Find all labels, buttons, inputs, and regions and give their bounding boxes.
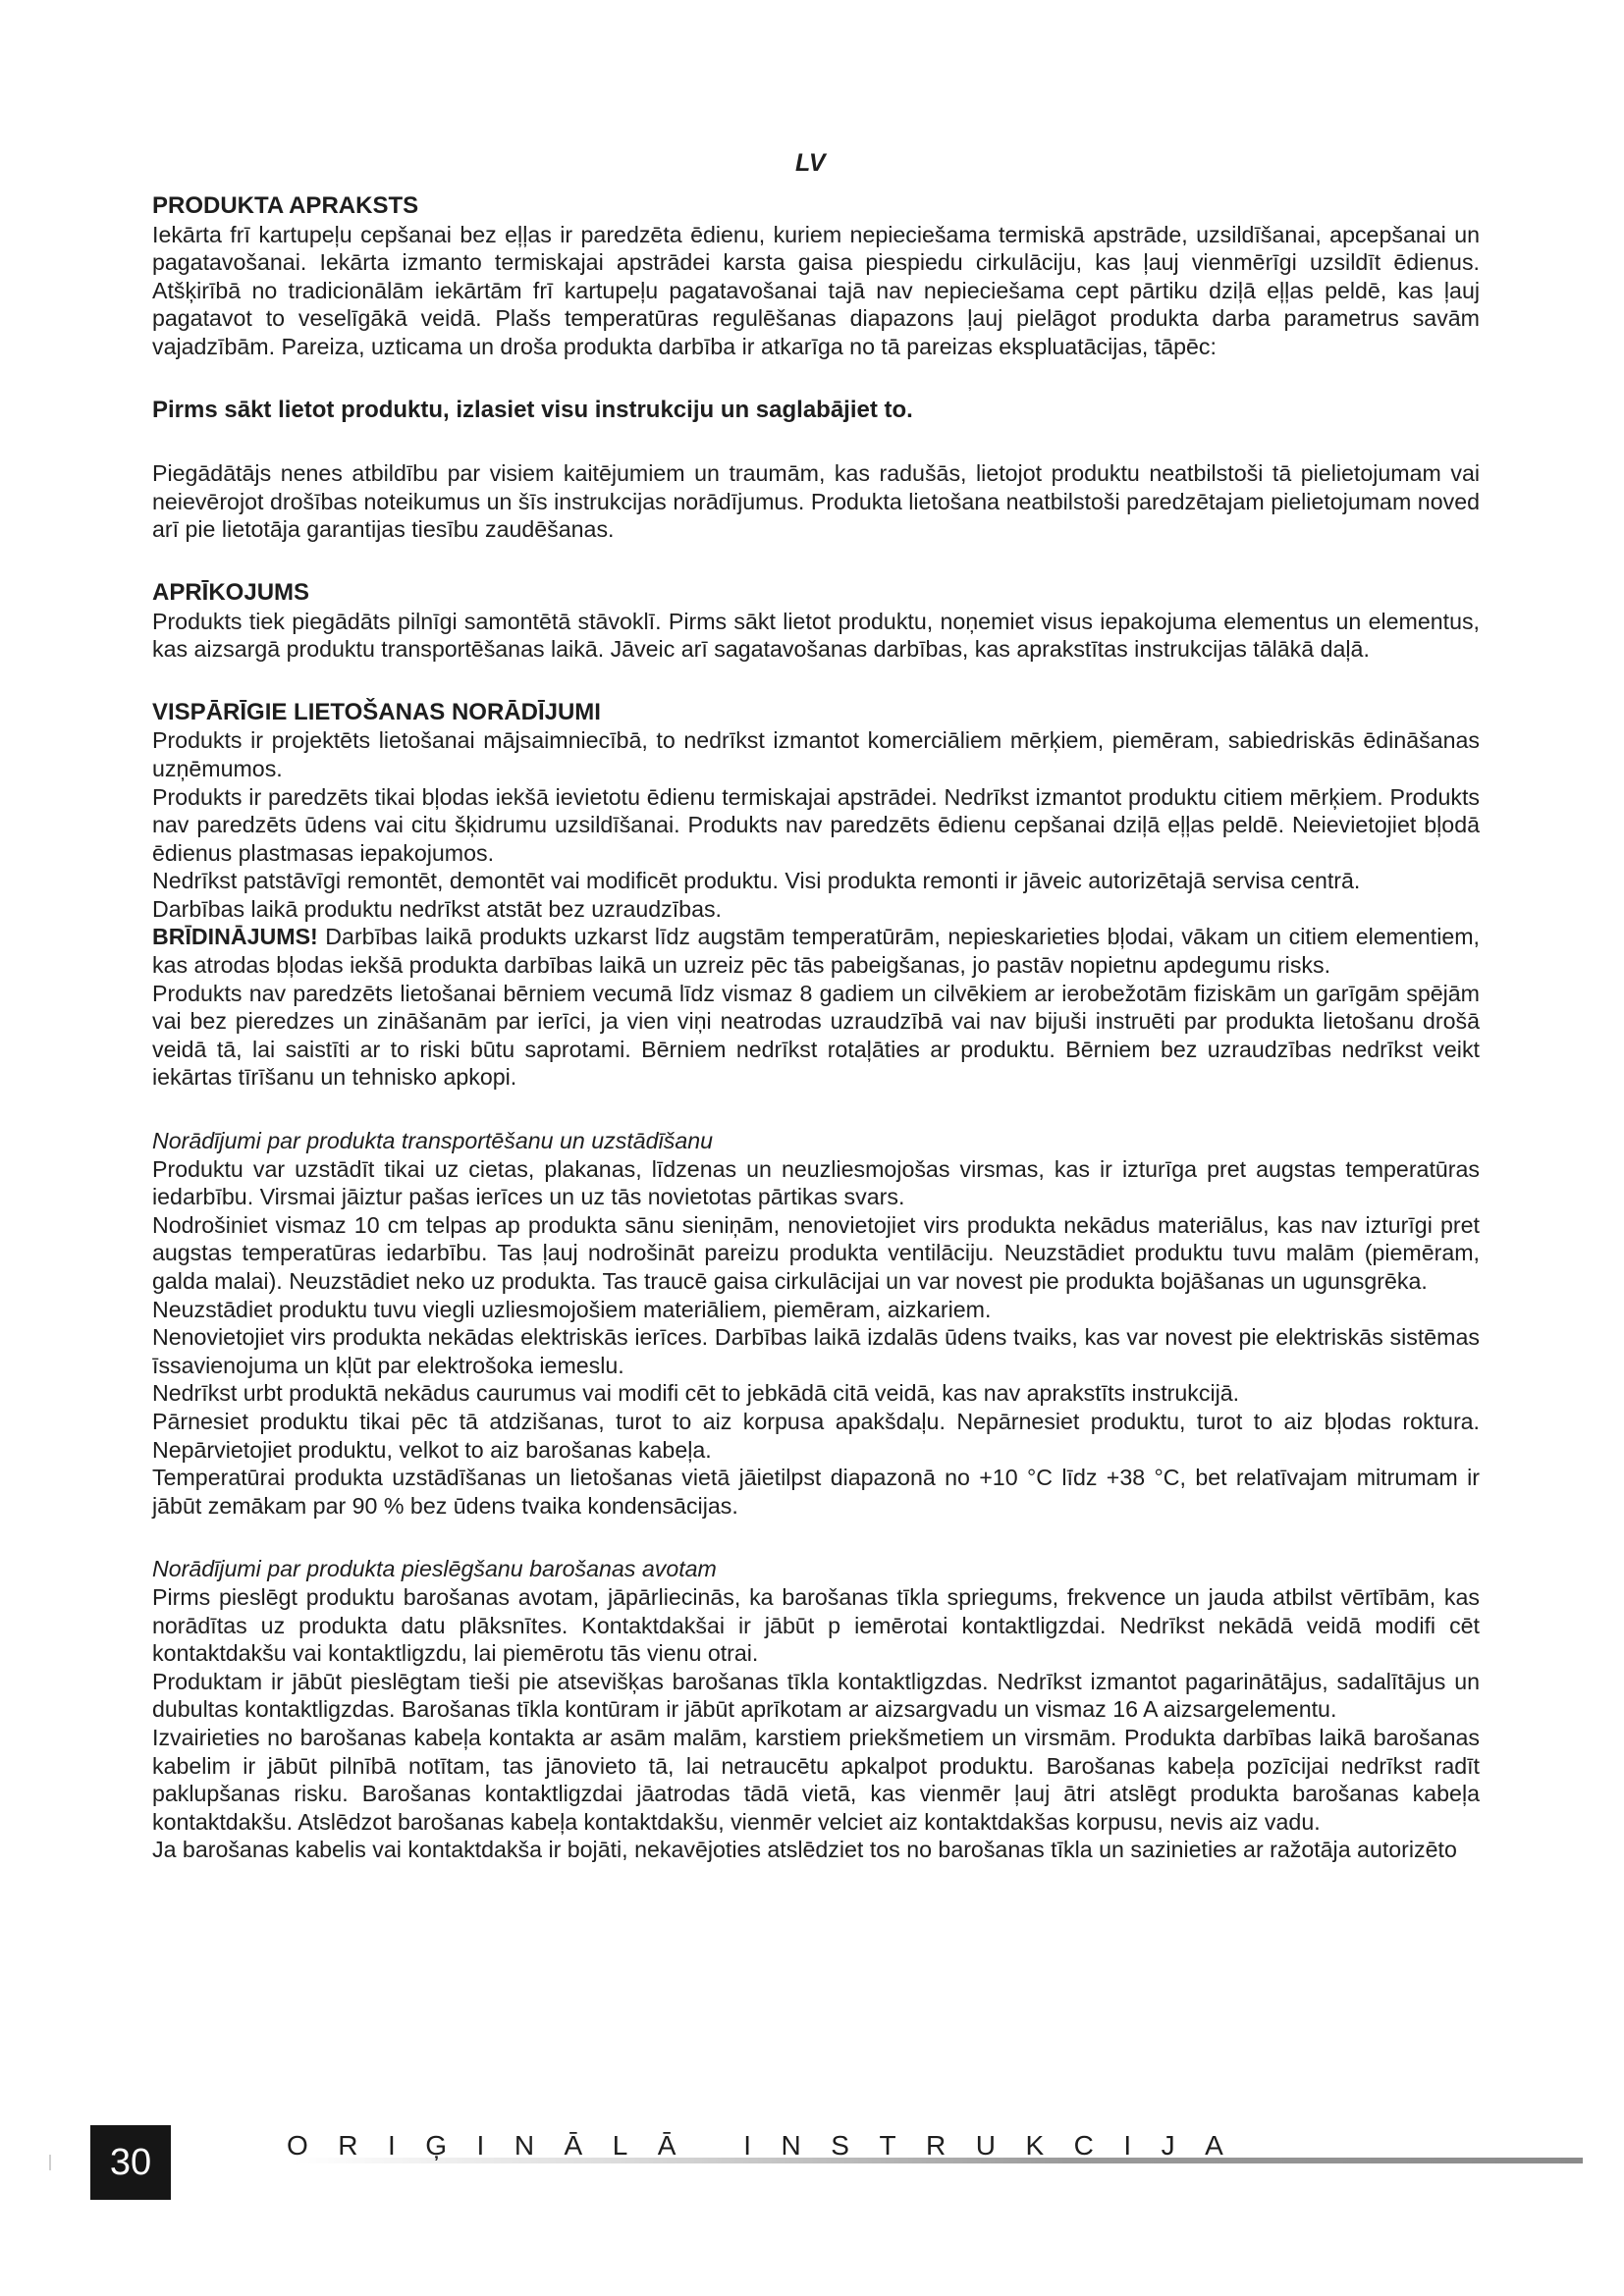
power-subheading: Norādījumi par produkta pieslēgšanu barošanas avotam [152,1556,717,1582]
power-item: Ja barošanas kabelis vai kontaktdakša ir bojāti, nekavējoties atslēdziet tos no barošanas tīkla un sazinieties ar ražotāja autorizēto [152,1837,1457,1863]
transport-item: Produktu var uzstādīt tikai uz cietas, plakanas, līdzenas un neuzliesmojošas virsmas, kas ir izturīga pret augstas temperatūras iedarbību. Virsmai jāiztur pašas ierīces un uz tās novietotas pārtikas svars. [152,1155,1480,1210]
transport-item: Nenovietojiet virs produkta nekādas elektriskās ierīces. Darbības laikā izdalās ūdens tvaiks, kas var novest pie elektriskās sistēmas īssavienojuma un kļūt par elektrošoka iemeslu. [152,1324,1480,1378]
general-item: Nedrīkst patstāvīgi remontēt, demontēt vai modificēt produktu. Visi produkta remonti ir jāveic autorizētajā servisa centrā. [152,868,1361,894]
document-body [152,192,1480,1864]
margin-tick [49,2155,51,2170]
general-item: Darbības laikā produktu nedrīkst atstāt bez uzraudzības. [152,895,723,922]
children-paragraph: Produkts nav paredzēts lietošanai bērniem vecumā līdz vismaz 8 gadiem un cilvēkiem ar ierobežotām fiziskām un garīgām spējām vai bez pieredzes un zināšanām par ierīci, ja vien viņi neatrodas uzraudzībā vai nav bijuši instruēti par produkta lietošanu drošā veidā tā, lai saistīti ar to riski būtu saprotami. Bērniem nedrīkst rotaļāties ar produktu. Bērniem bez uzraudzības nedrīkst veikt iekārtas tīrīšanu un tehnisko apkopi. [152,980,1480,1091]
equipment-paragraph: Produkts tiek piegādāts pilnīgi samontētā stāvoklī. Pirms sākt lietot produktu, noņemiet visus iepakojuma elementus un elementus, kas aizsargā produktu transportēšanas laikā. Jāveic arī sagatavošanas darbības, kas aprakstītas instrukcijas tālākā daļā. [152,608,1480,663]
section-heading-general: VISPĀRĪGIE LIETOŠANAS NORĀDĪJUMI [152,698,601,725]
power-item: Izvairieties no barošanas kabeļa kontakta ar asām malām, karstiem priekšmetiem un virsmām. Produkta darbības laikā barošanas kabelim ir jābūt pilnībā notītam, tas jānovieto tā, lai netraucētu apkalpot produktu. Barošanas kabeļa pozīcijai nedrīkst radīt paklupšanas risku. Barošanas kontaktligzdai jāatrodas tādā vietā, kas vienmēr ļauj ātri atslēgt produkta barošanas kabeļa kontaktdakšu. Atslēdzot barošanas kabeļa kontaktdakšu, vienmēr velciet aiz kontaktdakšas korpusu, nevis aiz vadu. [152,1724,1480,1835]
footer-title: ORIĢINĀLĀ INSTRUKCIJA [287,2130,1254,2161]
transport-item: Nodrošiniet vismaz 10 cm telpas ap produkta sānu sieniņām, nenovietojiet virs produkta nekādus materiālus, kas nav izturīgi pret augstas temperatūras iedarbību. Tas ļauj nodrošināt pareizu produkta ventilāciju. Neuzstādiet produktu tuvu malām (piemēram, galda malai). Neuzstādiet neko uz produkta. Tas traucē gaisa cirkulācijai un var novest pie produkta bojāšanas un ugunsgrēka. [152,1211,1480,1294]
transport-item: Temperatūrai produkta uzstādīšanas un lietošanas vietā jāietilpst diapazonā no +10 °C līdz +38 °C, bet relatīvajam mitrumam ir jābūt zemākam par 90 % bez ūdens tvaika kondensācijas. [152,1465,1480,1519]
read-instructions-notice: Pirms sākt lietot produktu, izlasiet visu instrukciju un saglabājiet to. [152,396,913,423]
power-item: Pirms pieslēgt produktu barošanas avotam, jāpārliecinās, ka barošanas tīkla spriegums, frekvence un jauda atbilst vērtībām, kas norādītas uz produkta datu plāksnītes. Kontaktdakšai ir jābūt p iemērotai kontaktligzdai. Nedrīkst nekādā veidā modifi cēt kontaktdakšu vai kontaktligzdu, lai piemērotu tās vienu otrai. [152,1583,1480,1667]
transport-item: Neuzstādiet produktu tuvu viegli uzliesmojošiem materiāliem, piemēram, aizkariem. [152,1296,992,1322]
section-heading-equipment: APRĪKOJUMS [152,578,310,606]
warning-label: BRĪDINĀJUMS! [152,924,318,950]
power-item: Produktam ir jābūt pieslēgtam tieši pie atsevišķas barošanas tīkla kontaktligzdas. Nedrīkst izmantot pagarinātājus, sadalītājus un dubultas kontaktligzdas. Barošanas tīkla kontūram ir jābūt aprīkotam ar aizsargvadu un vismaz 16 A aizsargelementu. [152,1668,1480,1723]
general-item: Produkts ir projektēts lietošanai mājsaimniecībā, to nedrīkst izmantot komerciāliem mērķiem, piemēram, sabiedriskās ēdināšanas uzņēmumos. [152,727,1480,781]
transport-item: Pārnesiet produktu tikai pēc tā atdzišanas, turot to aiz korpusa apakšdaļu. Nepārnesiet produktu, turot to aiz bļodas roktura. Nepārvietojiet produktu, velkot to aiz barošanas kabeļa. [152,1408,1480,1463]
transport-item: Nedrīkst urbt produktā nekādus caurumus vai modifi cēt to jebkādā citā veidā, kas nav aprakstīts instrukcijā. [152,1380,1240,1407]
transport-subheading: Norādījumi par produkta transportēšanu un uzstādīšanu [152,1128,714,1154]
warning-paragraph [152,923,1480,979]
warning-text: Darbības laikā produkts uzkarst līdz augstām temperatūrām, nepieskarieties bļodai, vākam un citiem elementiem, kas atrodas bļodas iekšā produkta darbības laikā un uzreiz pēc tās pabeigšanas, jo pastāv nopietnu apdegumu risks. [152,924,1480,979]
liability-paragraph: Piegādātājs nenes atbildību par visiem kaitējumiem un traumām, kas radušās, lietojot produktu neatbilstoši tā pielietojumam vai neievērojot drošības noteikumus un šīs instrukcijas norādījumus. Produkta lietošana neatbilstoši paredzētajam pielietojumam noved arī pie lietotāja garantijas tiesību zaudēšanas. [152,460,1480,543]
language-code: LV [795,149,826,177]
general-item: Produkts ir paredzēts tikai bļodas iekšā ievietotu ēdienu termiskajai apstrādei. Nedrīkst izmantot produktu citiem mērķiem. Produkts nav paredzēts ūdens vai citu šķidrumu uzsildīšanai. Produkts nav paredzēts ēdienu cepšanai dziļā eļļas peldē. Neievietojiet bļodā ēdienus plastmasas iepakojumos. [152,783,1480,866]
section-heading-description: PRODUKTA APRAKSTS [152,192,419,219]
page-number: 30 [90,2125,171,2200]
intro-paragraph: Iekārta frī kartupeļu cepšanai bez eļļas ir paredzēta ēdienu, kuriem nepieciešama termiskā apstrāde, uzsildīšanai, apcepšanai un pagatavošanai. Iekārta izmanto termiskajai apstrādei karsta gaisa piespiedu cirkulāciju, kas ļauj vienmērīgi uzsildīt ēdienus. Atšķirībā no tradicionālām iekārtām frī kartupeļu pagatavošanai tajā nav nepieciešama cept pārtiku dziļā eļļas peldē, kas ļauj pagatavot to veselīgākā veidā. Plašs temperatūras regulēšanas diapazons ļauj pielāgot produkta darba parametrus savām vajadzībām. Pareiza, uzticama un droša produkta darbība ir atkarīga no tā pareizas ekspluatācijas, tāpēc: [152,221,1480,359]
